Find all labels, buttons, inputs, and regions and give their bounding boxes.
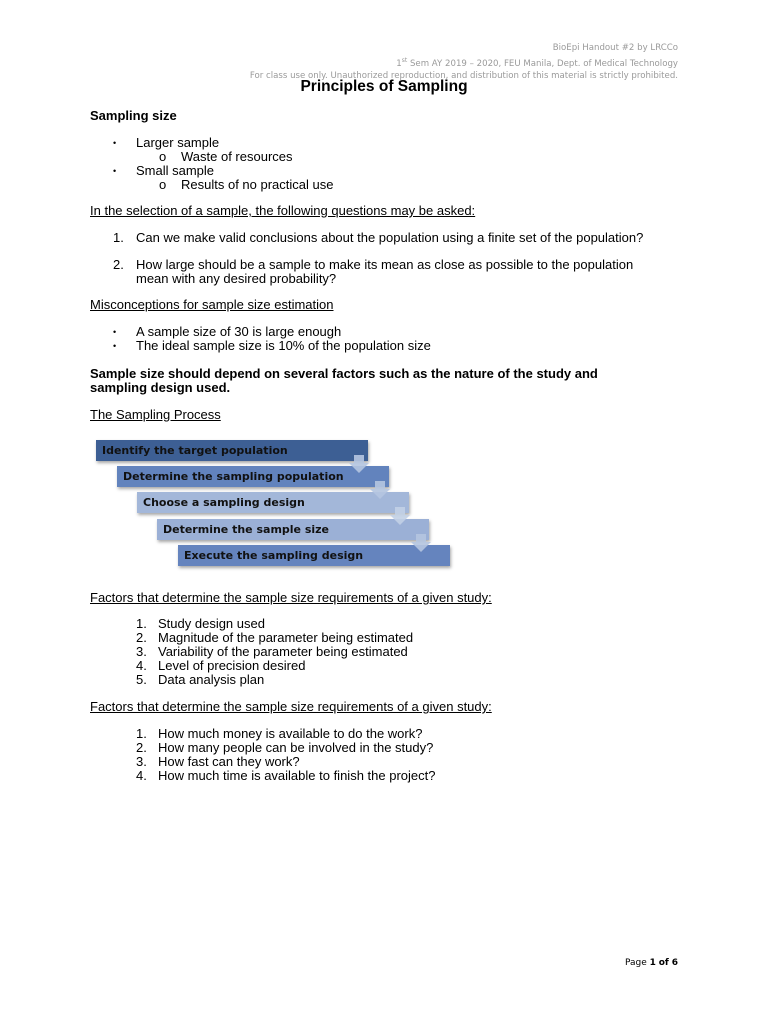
bullet-icon: •: [113, 327, 117, 337]
sub-marker: o: [159, 177, 167, 192]
list-number: 3.: [136, 754, 147, 769]
factor-item: Magnitude of the parameter being estimated: [158, 630, 414, 645]
page-title: Principles of Sampling: [300, 78, 468, 95]
factor-item: Level of precision desired: [158, 658, 306, 673]
factors-heading-1: Factors that determine the sample size requirements of a given study:: [90, 590, 492, 605]
factor-item: How fast can they work?: [158, 754, 300, 769]
process-step-3: Choose a sampling design: [137, 492, 409, 513]
larger-sample-sub: Waste of resources: [181, 149, 293, 164]
down-arrow-icon: [411, 534, 431, 552]
factors-heading-2: Factors that determine the sample size requirements of a given study:: [90, 699, 492, 714]
misconceptions-heading: Misconceptions for sample size estimation: [90, 297, 334, 312]
factor-item: How much time is available to finish the project?: [158, 768, 436, 783]
misconception-item: A sample size of 30 is large enough: [136, 324, 342, 339]
statement-line-1: Sample size should depend on several factors such as the nature of the study and: [90, 366, 598, 381]
factor-item: How much money is available to do the work?: [158, 726, 423, 741]
statement-line-2: sampling design used.: [90, 380, 231, 395]
list-number: 1.: [113, 230, 124, 245]
factor-item: Study design used: [158, 616, 265, 631]
page-number: Page 1 of 6: [624, 958, 678, 968]
down-arrow-icon: [390, 507, 410, 525]
header-line-2: 1st Sem AY 2019 – 2020, FEU Manila, Dept. of Medical Technology: [396, 56, 678, 69]
sub-marker: o: [159, 149, 167, 164]
document-header: [250, 42, 678, 82]
list-number: 5.: [136, 672, 147, 687]
list-number: 4.: [136, 768, 147, 783]
down-arrow-icon: [349, 455, 369, 473]
small-sample-sub: Results of no practical use: [181, 177, 334, 192]
bullet-icon: •: [113, 138, 117, 148]
process-step-1: Identify the target population: [96, 440, 368, 461]
list-number: 1.: [136, 616, 147, 631]
list-number: 2.: [113, 257, 124, 272]
process-step-4: Determine the sample size: [157, 519, 429, 540]
bullet-icon: •: [113, 166, 117, 176]
factor-item: Variability of the parameter being estimated: [158, 644, 408, 659]
question-2-line-2: mean with any desired probability?: [136, 271, 337, 286]
list-number: 4.: [136, 658, 147, 673]
list-number: 1.: [136, 726, 147, 741]
larger-sample-item: Larger sample: [136, 135, 220, 150]
small-sample-item: Small sample: [136, 163, 215, 178]
process-step-5: Execute the sampling design: [178, 545, 450, 566]
factor-item: Data analysis plan: [158, 672, 265, 687]
list-number: 2.: [136, 740, 147, 755]
sampling-process-heading: The Sampling Process: [90, 407, 221, 422]
sampling-size-heading: Sampling size: [90, 108, 177, 123]
header-line-3: For class use only. Unauthorized reproduction, and distribution of this material is strictly prohibited.: [249, 70, 678, 81]
factor-item: How many people can be involved in the study?: [158, 740, 434, 755]
misconception-item: The ideal sample size is 10% of the population size: [136, 338, 431, 353]
question-2-line-1: How large should be a sample to make its mean as close as possible to the population: [136, 257, 634, 272]
selection-heading: In the selection of a sample, the following questions may be asked:: [90, 203, 476, 218]
down-arrow-icon: [370, 481, 390, 499]
process-step-2: Determine the sampling population: [117, 466, 389, 487]
bullet-icon: •: [113, 341, 117, 351]
question-1: Can we make valid conclusions about the population using a finite set of the population?: [136, 230, 644, 245]
list-number: 2.: [136, 630, 147, 645]
header-line-1: BioEpi Handout #2 by LRCCo: [552, 43, 678, 53]
list-number: 3.: [136, 644, 147, 659]
